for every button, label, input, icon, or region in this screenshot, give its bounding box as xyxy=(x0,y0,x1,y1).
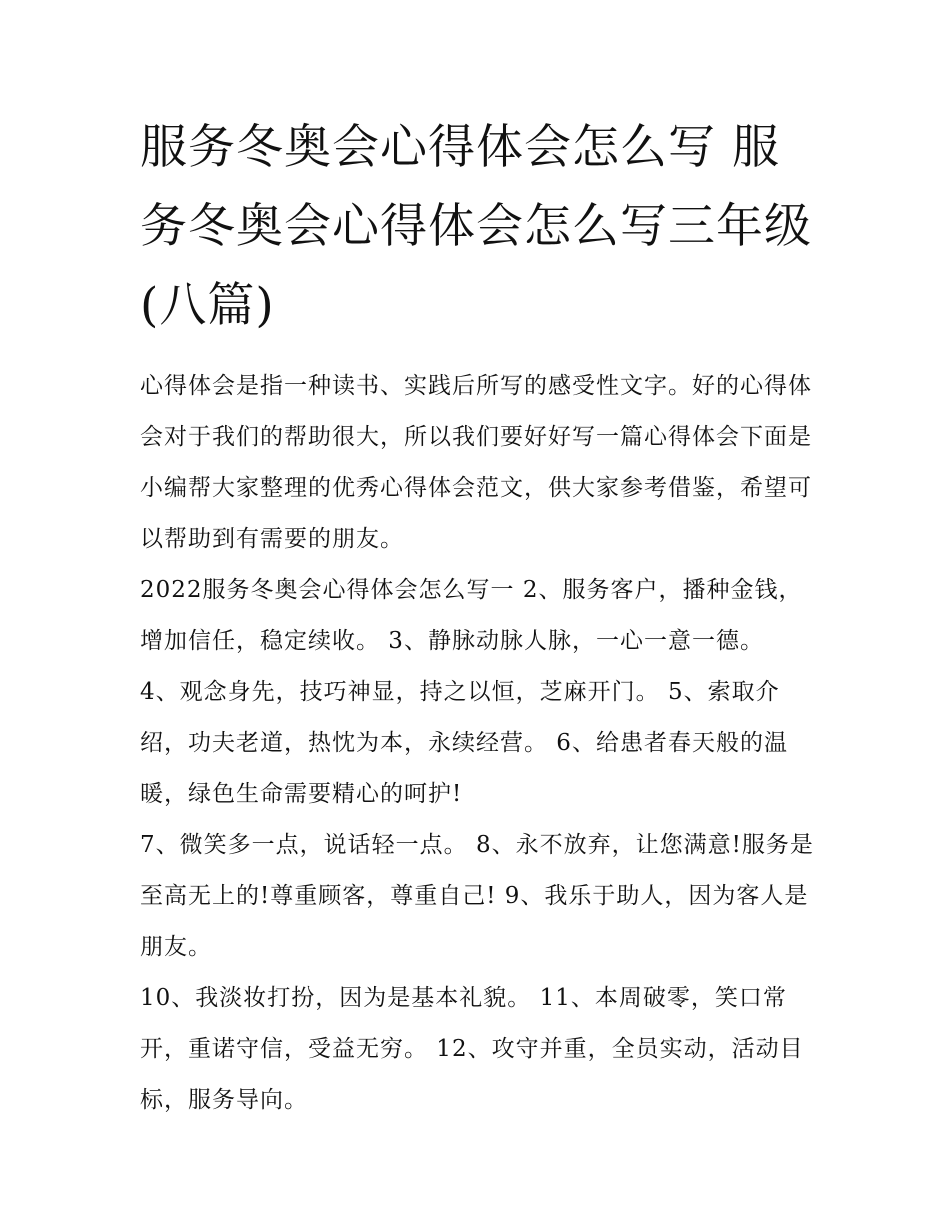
body-paragraph: 2022服务冬奥会心得体会怎么写一 2、服务客户，播种金钱，增加信任，稳定续收。 3、静脉动脉人脉，一心一意一德。 xyxy=(140,577,803,654)
intro-paragraph: 心得体会是指一种读书、实践后所写的感受性文字。好的心得体会对于我们的帮助很大，所以我们要好好写一篇心得体会下面是小编帮大家整理的优秀心得体会范文，供大家参考借鉴，希望可以帮助到有需要的朋友。 xyxy=(140,373,812,552)
document-title: 服务冬奥会心得体会怎么写 服务冬奥会心得体会怎么写三年级(八篇) xyxy=(140,120,812,333)
body-paragraph: 7、微笑多一点，说话轻一点。 8、永不放弃，让您满意!服务是至高无上的!尊重顾客，尊重自己! 9、我乐于助人，因为客人是朋友。 xyxy=(140,832,814,960)
body-paragraph: 4、观念身先，技巧神显，持之以恒，芝麻开门。 5、索取介绍，功夫老道，热忱为本，永续经营。 6、给患者春天般的温暖，绿色生命需要精心的呵护! xyxy=(140,679,788,807)
body-paragraph: 10、我淡妆打扮，因为是基本礼貌。 11、本周破零，笑口常开，重诺守信，受益无穷。 12、攻守并重，全员实动，活动目标，服务导向。 xyxy=(140,985,804,1113)
document-page xyxy=(140,108,815,1126)
